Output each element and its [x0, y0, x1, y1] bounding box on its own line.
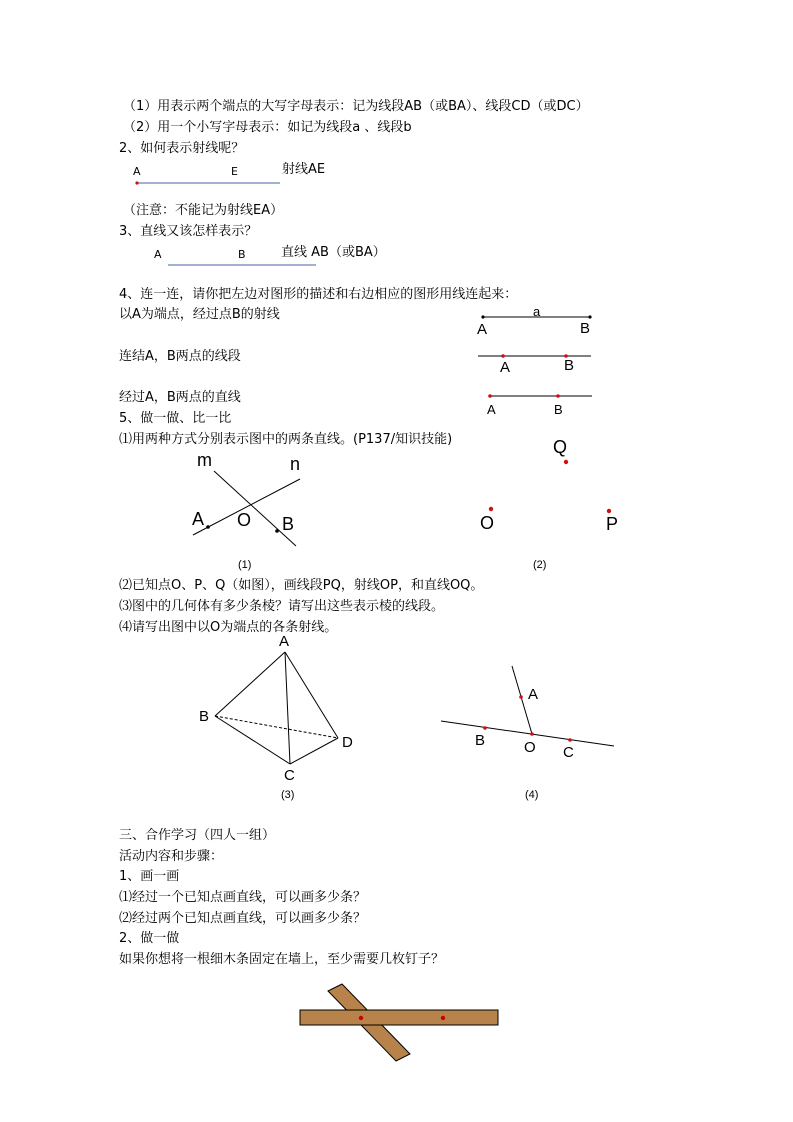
fig3-edge-ac — [285, 652, 290, 764]
segment-notation-1: （1）用表示两个端点的大写字母表示：记为线段AB（或BA）、线段CD（或DC） — [123, 99, 589, 114]
fig1-label-b: B — [282, 514, 295, 534]
ray-label-a: A — [133, 165, 141, 178]
fig2-label-q: Q — [553, 437, 568, 457]
fig1-point-a — [206, 525, 210, 529]
ray-note: （注意：不能记为射线EA） — [123, 203, 284, 218]
match-fig2-label-b: B — [564, 357, 575, 374]
fig3-caption: (3) — [281, 789, 295, 801]
fig1-label-n: n — [290, 454, 301, 474]
fig3-edge-bd — [215, 716, 338, 738]
fig2-label-o: O — [480, 513, 495, 533]
section5-question-2: ⑵已知点O、P、Q（如图），画线段PQ，射线OP，和直线OQ。 — [119, 578, 484, 593]
fig2-caption: (2) — [533, 559, 547, 571]
section5-question-4: ⑷请写出图中以O为端点的各条射线。 — [119, 620, 338, 635]
section5-title: 5、做一做、比一比 — [119, 411, 232, 426]
question-matching: 4、连一连，请你把左边对图形的描述和右边相应的图形用线连起来： — [119, 287, 518, 302]
fig4-label-a: A — [528, 686, 539, 703]
point-a-ray — [135, 181, 138, 184]
fig3-edge-bc — [215, 716, 290, 764]
fig2-point-o — [489, 507, 493, 511]
fig4-caption: (4) — [525, 789, 539, 801]
wood-stick-horizontal — [300, 1010, 498, 1025]
section3-step1: 1、画一画 — [119, 869, 180, 884]
section5-question-1: ⑴用两种方式分别表示图中的两条直线。(P137/知识技能) — [119, 432, 453, 447]
match-fig1-point-b — [588, 315, 591, 318]
fig1-point-b — [275, 529, 279, 533]
fig2-point-p — [607, 509, 611, 513]
fig4-point-o — [530, 732, 534, 736]
fig4-label-b: B — [475, 732, 486, 749]
nail-2 — [441, 1016, 445, 1020]
section3-step2: 2、做一做 — [119, 931, 180, 946]
segment-notation-2: （2）用一个小写字母表示：如记为线段a 、线段b — [123, 120, 412, 135]
match-fig3-point-a — [488, 394, 492, 398]
fig3-edge-ab — [215, 652, 285, 716]
match-desc-segment: 连结A，B两点的线段 — [119, 349, 241, 364]
ray-label-e: E — [231, 165, 238, 178]
match-fig1-point-a — [481, 315, 484, 318]
fig3-label-b: B — [199, 708, 210, 725]
line-label-a: A — [154, 248, 162, 261]
fig3-edge-cd — [290, 738, 338, 764]
section3-step1a: ⑴经过一个已知点画直线，可以画多少条？ — [119, 890, 367, 905]
fig1-label-o: O — [237, 510, 252, 530]
fig3-label-a: A — [279, 633, 290, 650]
match-desc-ray: 以A为端点，经过点B的射线 — [119, 307, 280, 322]
fig3-label-c: C — [284, 767, 295, 784]
fig3-edge-ad — [285, 652, 338, 738]
fig1-label-m: m — [197, 450, 212, 470]
match-desc-line: 经过A，B两点的直线 — [119, 390, 241, 405]
match-fig1-label-b: B — [580, 320, 591, 337]
match-fig1-label-a: A — [477, 321, 488, 338]
question-ray: 2、如何表示射线呢？ — [119, 141, 245, 156]
fig2-label-p: P — [606, 514, 619, 534]
section3-step1b: ⑵经过两个已知点画直线，可以画多少条？ — [119, 911, 367, 926]
fig4-point-a — [519, 695, 523, 699]
question-line: 3、直线又该怎样表示？ — [119, 224, 258, 239]
fig1-line-m — [214, 471, 296, 546]
match-fig3-point-b — [556, 394, 560, 398]
fig3-label-d: D — [342, 734, 353, 751]
fig2-point-q — [564, 460, 568, 464]
section5-question-3: ⑶图中的几何体有多少条棱？请写出这些表示棱的线段。 — [119, 599, 445, 614]
line-caption: 直线 AB（或BA） — [281, 245, 386, 260]
fig4-point-c — [568, 738, 572, 742]
fig4-point-b — [483, 726, 487, 730]
nail-1 — [359, 1016, 363, 1020]
match-fig2-label-a: A — [500, 359, 511, 376]
match-fig3-label-a: A — [487, 402, 496, 417]
section3-step2-question: 如果你想将一根细木条固定在墙上，至少需要几枚钉子？ — [119, 952, 445, 967]
fig4-label-o: O — [524, 739, 536, 756]
section3-steps: 活动内容和步骤： — [119, 849, 224, 864]
fig4-label-c: C — [563, 744, 574, 761]
match-fig1-label-small-a: a — [533, 304, 541, 319]
fig1-label-a: A — [192, 509, 205, 529]
line-label-b: B — [238, 248, 246, 261]
match-fig2-point-a — [501, 354, 505, 358]
section3-title: 三、合作学习（四人一组） — [119, 828, 276, 843]
ray-caption: 射线AE — [282, 162, 326, 177]
fig1-caption: (1) — [238, 559, 252, 571]
match-fig3-label-b: B — [554, 402, 563, 417]
